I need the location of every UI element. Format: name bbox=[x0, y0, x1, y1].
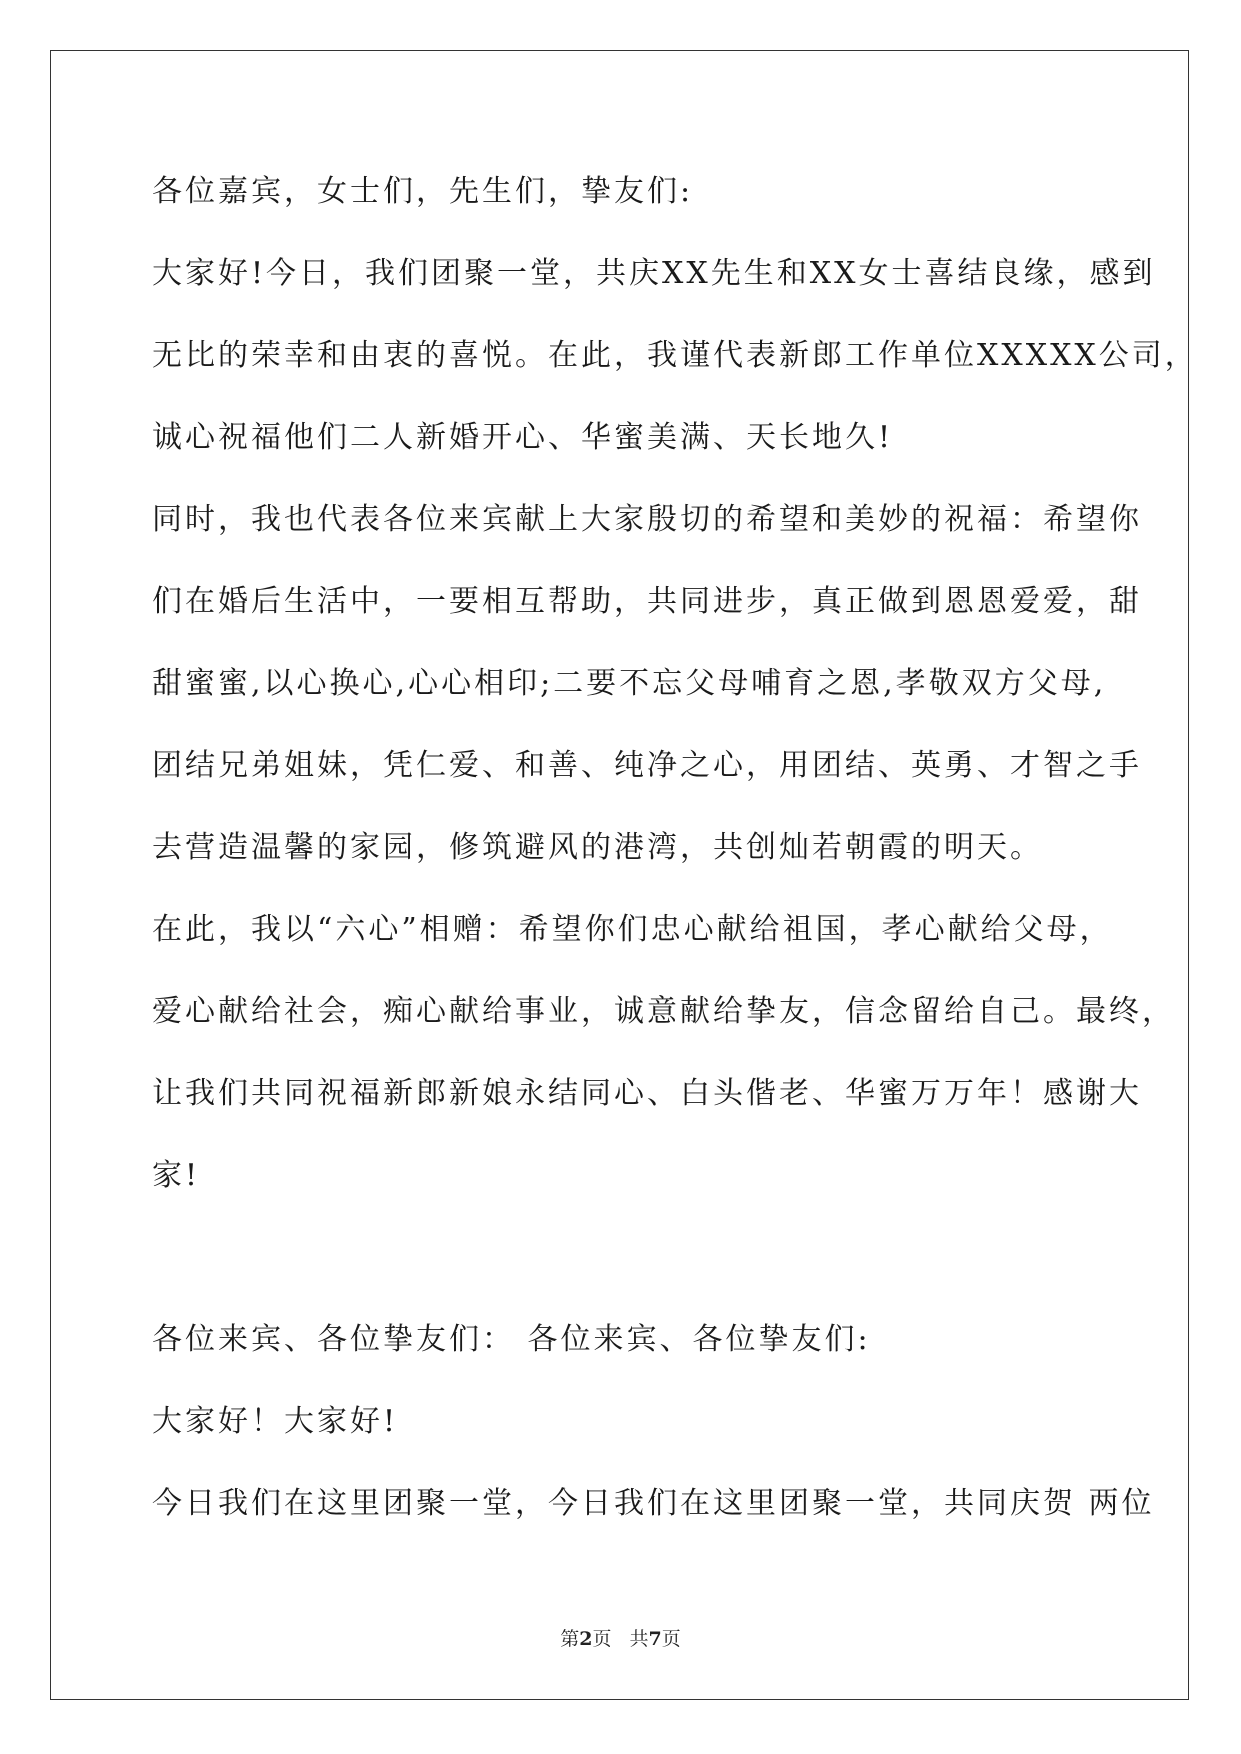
page-prefix: 第 bbox=[560, 1628, 580, 1650]
paragraph-line: 们在婚后生活中，一要相互帮助，共同进步，真正做到恩恩爱爱，甜 bbox=[152, 584, 1142, 619]
total-suffix: 页 bbox=[661, 1628, 681, 1650]
total-prefix: 共 bbox=[629, 1628, 649, 1650]
paragraph-line: 让我们共同祝福新郎新娘永结同心、白头偕老、华蜜万万年！感谢大 bbox=[152, 1076, 1142, 1111]
paragraph-line: 团结兄弟姐妹，凭仁爱、和善、纯净之心，用团结、英勇、才智之手 bbox=[152, 748, 1142, 783]
paragraph-line: 去营造温馨的家园，修筑避风的港湾，共创灿若朝霞的明天。 bbox=[152, 830, 1043, 865]
paragraph-line: 爱心献给社会，痴心献给事业，诚意献给挚友，信念留给自己。最终， bbox=[152, 994, 1175, 1029]
page-footer bbox=[0, 1624, 1241, 1651]
paragraph-line: 大家好！大家好! bbox=[152, 1404, 399, 1439]
paragraph-line: 同时，我也代表各位来宾献上大家殷切的希望和美妙的祝福：希望你 bbox=[152, 502, 1142, 537]
paragraph-line: 在此，我以“六心”相赠：希望你们忠心献给祖国，孝心献给父母， bbox=[152, 912, 1113, 947]
paragraph-line: 诚心祝福他们二人新婚开心、华蜜美满、天长地久! bbox=[152, 420, 894, 455]
paragraph-line: 各位来宾、各位挚友们： 各位来宾、各位挚友们: bbox=[152, 1322, 871, 1357]
paragraph-line: 今日我们在这里团聚一堂，今日我们在这里团聚一堂，共同庆贺 两位 bbox=[152, 1486, 1155, 1521]
page-total: 7 bbox=[648, 1628, 662, 1650]
document-body bbox=[152, 166, 1198, 1560]
page-current: 2 bbox=[579, 1628, 593, 1650]
section-gap bbox=[152, 1232, 1102, 1314]
page-suffix: 页 bbox=[592, 1628, 612, 1650]
paragraph-line: 大家好!今日，我们团聚一堂，共庆XX先生和XX女士喜结良缘，感到 bbox=[152, 256, 1156, 291]
paragraph-line: 家! bbox=[152, 1158, 201, 1193]
paragraph-line: 无比的荣幸和由衷的喜悦。在此，我谨代表新郎工作单位XXXXX公司， bbox=[152, 338, 1198, 373]
paragraph-line: 各位嘉宾，女士们，先生们，挚友们: bbox=[152, 174, 694, 209]
paragraph-line: 甜蜜蜜,以心换心,心心相印;二要不忘父母哺育之恩,孝敬双方父母, bbox=[152, 666, 1107, 701]
